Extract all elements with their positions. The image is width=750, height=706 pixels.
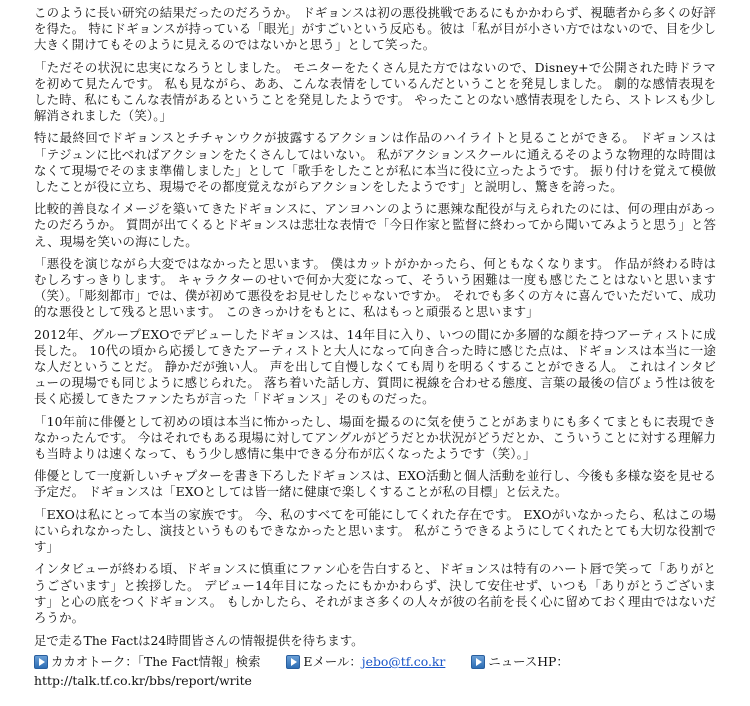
article-quote: 「10年前に俳優として初めの頃は本当に怖かったし、場面を撮るのに気を使うことがあまりにも多くてまともに表現できなかったんです。 今はそれでもある現場に対してアングルがどうだとか状況がどうだとか、こういうことに対する理解力も当時よりは速くなって、もう少し感情に集中できる分布が広くなったようです（笑）。」 [34, 413, 716, 462]
play-arrow-icon [286, 655, 300, 669]
play-arrow-icon [34, 655, 48, 669]
contact-links [34, 653, 716, 673]
article-paragraph: インタビューが終わる頃、ドギョンスに慎重にファン心を告白すると、ドギョンスは特有のハート唇で笑って「ありがとうございます」と挨拶した。 デビュー14年目になったにもかかわらず、決して安住せず、いつも「ありがとうございます」と心の底をつくドギョンス。 もしかしたら、それがまさ多くの人々が彼の名前を長く心に留めておく理由ではないだろうか。 [34, 561, 716, 625]
article-quote: 「悪役を演じながら大変ではなかったと思います。 僕はカットがかかったら、何ともなくなります。 作品が終わる時はむしろすっきりします。 キャラクターのせいで何か大変になって、そういう困難は一度も感じたことはないと思います（笑）。「彫刻都市」では、僕が初めて悪役をお見せしたじゃないですか。 それでも多くの方々に喜んでいただいて、成功的な悪役として残ると思います。 このきっかけをもとに、私はもっと頑張ると思います」 [34, 255, 716, 320]
article-paragraph: 比較的善良なイメージを築いてきたドギョンスに、アンヨハンのように悪辣な配役が与えられたのには、何の理由があったのだろうか。 質問が出てくるとドギョンスは悲壮な表情で「今日作家と監督に終わってから聞いてみようと思う」と答え、現場を笑いの海にした。 [34, 201, 716, 249]
article-paragraph: 特に最終回でドギョンスとチチャンウクが披露するアクションは作品のハイライトと見ることができる。 ドギョンスは「テジュンに比べればアクションをたくさんしてはいない。 私がアクションスクールに通えるそのような物理的な時間はなくて現場でそのまま準備しました」として「歌手をしたことが私に本当に役に立ったようです。 振り付けを覚えて模倣したことが役に立ち、現場でその都度覚えながらアクションをしたようです」と説明し、驚きを誇った。 [34, 130, 716, 195]
article-paragraph: 2012年、グループEXOでデビューしたドギョンスは、14年目に入り、いつの間にか多層的な顔を持つアーティストに成長した。 10代の頃から応援してきたアーティストと大人になって向き合った時に感じた点は、ドギョンスは本当に一途な人だということだ。 静かだが強い人。 声を出して自慢しなくても周りを明るくすることができる人。 これはインタビューの現場でも同じように感じられた。 落ち着いた話し方、質問に視線を合わせる態度、言葉の最後の信びょう性は彼を長く応援してきたファンたちが言った「ドギョンス」そのものだった。 [34, 326, 717, 407]
footer-tagline: 足で走るThe Factは24時間皆さんの情報提供を待ちます。 [34, 633, 364, 649]
kakao-contact[interactable] [34, 653, 260, 670]
article-quote: 「EXOは私にとって本当の家族です。 今、私のすべてを可能にしてくれた存在です。 EXOがいなかったら、私はこの場にいられなかったし、演技というものもできなかったと思います。 私がこうできるようにしてくれたとても大切な役割です」 [34, 506, 716, 555]
email-prefix: Eメール： [303, 654, 362, 670]
email-link[interactable]: jebo@tf.co.kr [361, 654, 446, 670]
email-contact [286, 653, 445, 670]
article-paragraph: このように長い研究の結果だったのだろうか。 ドギョンスは初の悪役挑戦であるにもかかわらず、視聴者から多くの好評を得た。 特にドギョンスが持っている「眼光」がすごいという反応も。彼は「私が目が小さい方ではないので、目を少し大きく開けてもそのように見えるのではないかと思う」として笑った。 [34, 5, 716, 53]
article-quote: 「ただその状況に忠実になろうとしました。 モニターをたくさん見た方ではないので、Disney+で公開された時ドラマを初めて見たんです。 私も見ながら、ああ、こんな表情をしているんだということを発見しました。 劇的な感情表現をした時、私にもこんな表情があるということを発見したようです。 やったことのない感情表現をしたら、ストレスも少し解消されました（笑）。」 [34, 59, 716, 124]
article-body [34, 5, 716, 626]
news-hp-url[interactable]: http://talk.tf.co.kr/bbs/report/write [34, 672, 252, 688]
kakao-label: カカオトーク：「The Fact情報」検索 [51, 654, 261, 670]
news-hp-contact [471, 653, 568, 670]
article-paragraph: 俳優として一度新しいチャプターを書き下ろしたドギョンスは、EXO活動と個人活動を並行し、今後も多様な姿を見せる予定だ。 ドギョンスは「EXOとしては皆一緒に健康で楽しくすることが私の目標」と伝えた。 [34, 468, 716, 500]
news-hp-label: ニュースHP： [488, 654, 569, 670]
play-arrow-icon [471, 655, 485, 669]
